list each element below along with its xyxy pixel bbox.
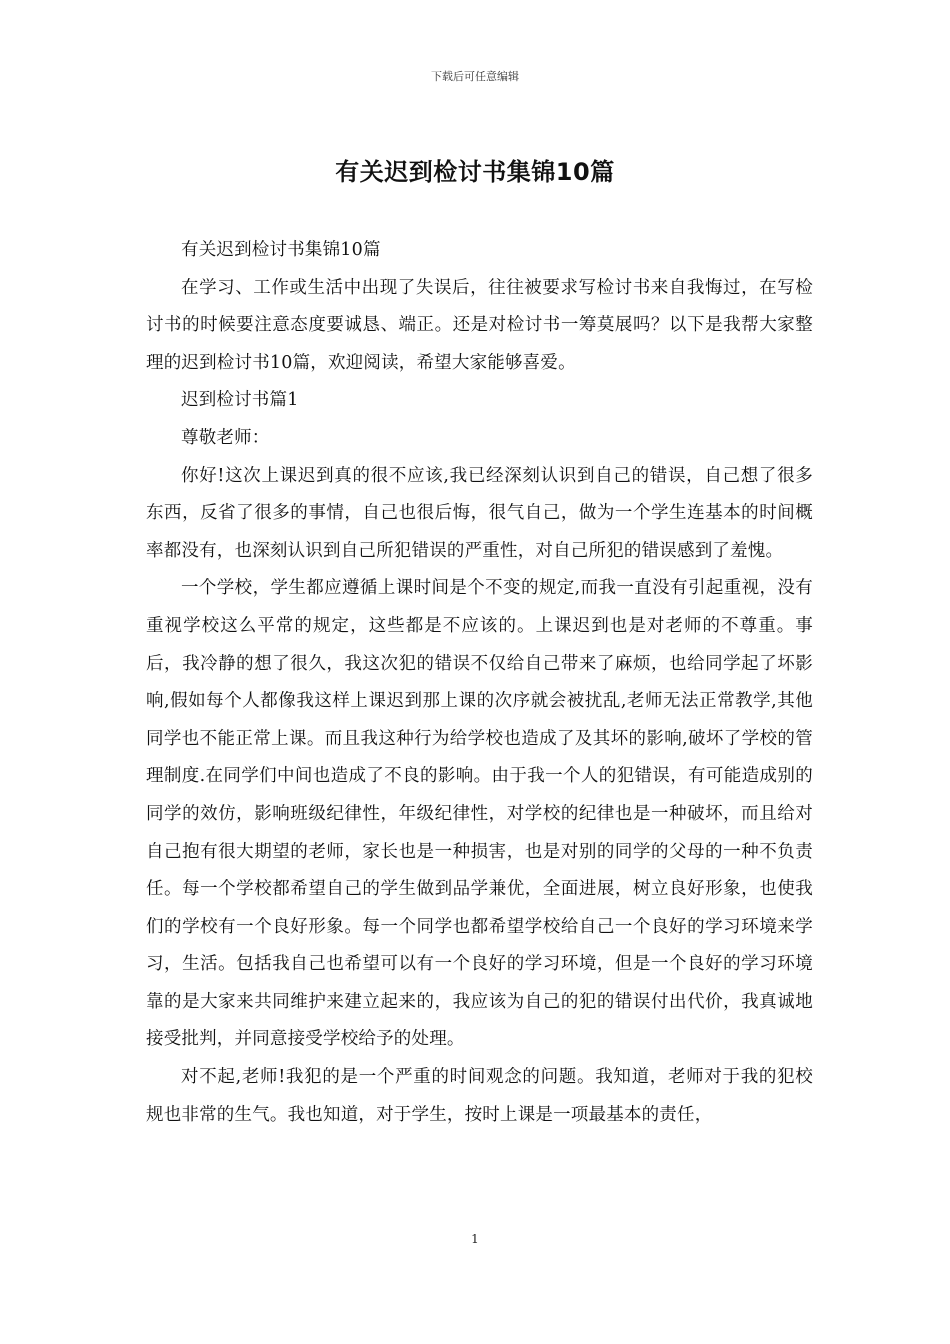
paragraph-body-1: 你好!这次上课迟到真的很不应该,我已经深刻认识到自己的错误，自己想了很多东西，反省了很多的事情，自己也很后悔，很气自己，做为一个学生连基本的时间概率都没有，也深刻认识到自己所犯错误的严重性，对自己所犯的错误感到了羞愧。: [146, 465, 813, 561]
page-number: 1: [471, 1232, 479, 1246]
paragraph-body-3: 对不起,老师!我犯的是一个严重的时间观念的问题。我知道，老师对于我的犯校规也非常的生气。我也知道，对于学生，按时上课是一项最基本的责任，: [146, 1067, 813, 1125]
paragraph-salutation: 尊敬老师：: [181, 427, 270, 448]
paragraph-subtitle: 有关迟到检讨书集锦10篇: [181, 240, 381, 260]
document-body: [146, 232, 813, 1134]
document-title: 有关迟到检讨书集锦10篇: [335, 158, 615, 186]
paragraph-section-heading: 迟到检讨书篇1: [181, 390, 299, 411]
header-note: 下载后可任意编辑: [431, 70, 519, 83]
paragraph-intro: 在学习、工作或生活中出现了失误后，往往被要求写检讨书来自我悔过，在写检讨书的时候要注意态度要诚恳、端正。还是对检讨书一筹莫展吗？以下是我帮大家整理的迟到检讨书10篇，欢迎阅读，希望大家能够喜爱。: [146, 277, 813, 373]
paragraph-body-2: 一个学校，学生都应遵循上课时间是个不变的规定,而我一直没有引起重视，没有重视学校这么平常的规定，这些都是不应该的。上课迟到也是对老师的不尊重。事后，我冷静的想了很久，我这次犯的错误不仅给自己带来了麻烦，也给同学起了坏影响,假如每个人都像我这样上课迟到那上课的次序就会被扰乱,老师无法正常教学,其他同学也不能正常上课。而且我这种行为给学校也造成了及其坏的影响,破坏了学校的管理制度.在同学们中间也造成了不良的影响。由于我一个人的犯错误，有可能造成别的同学的效仿，影响班级纪律性，年级纪律性，对学校的纪律也是一种破坏，而且给对自己抱有很大期望的老师，家长也是一种损害，也是对别的同学的父母的一种不负责任。每一个学校都希望自己的学生做到品学兼优，全面进展，树立良好形象，也使我们的学校有一个良好形象。每一个同学也都希望学校给自己一个良好的学习环境来学习，生活。包括我自己也希望可以有一个良好的学习环境，但是一个良好的学习环境靠的是大家来共同维护来建立起来的，我应该为自己的犯的错误付出代价，我真诚地接受批判，并同意接受学校给予的处理。: [146, 578, 813, 1050]
